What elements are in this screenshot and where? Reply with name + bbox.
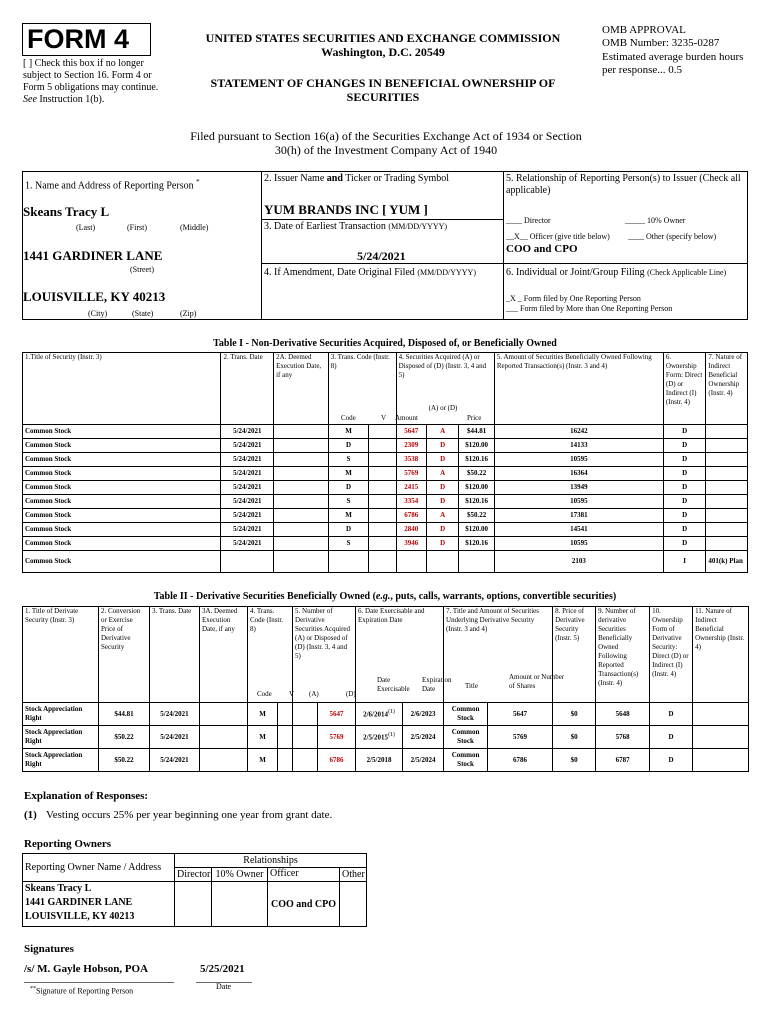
- statement-title: STATEMENT OF CHANGES IN BENEFICIAL OWNERSHIP OF SECURITIES: [210, 76, 556, 104]
- t1-amount: 5769: [396, 467, 426, 481]
- table1-title: Table I - Non-Derivative Securities Acquired, Disposed of, or Beneficially Owned: [213, 338, 557, 349]
- t1-code: D: [328, 523, 369, 537]
- issuer-label-and: and: [326, 173, 343, 184]
- t1-ad: D: [426, 523, 458, 537]
- t2-h-owned: 9. Number of derivative Securities Beneficially Owned Following Reported Transaction(s) (Instr. 4): [596, 607, 650, 703]
- footnote-ref[interactable]: (1): [387, 732, 395, 739]
- t2-owned: 5768: [596, 726, 650, 749]
- t2-deriv-price: $0: [553, 749, 596, 772]
- t1-h-nature: 7. Nature of Indirect Beneficial Ownership (Instr. 4): [706, 353, 748, 425]
- t2-disposed: 5769: [318, 726, 356, 749]
- table1-row: [23, 425, 748, 439]
- t2-underlying-amount: 6786: [488, 749, 553, 772]
- sig-marker: **: [30, 986, 36, 992]
- t1-v: [369, 509, 396, 523]
- t2-h-exercisable: 6. Date Exercisable and Expiration Date: [356, 607, 444, 703]
- owners-col-owner: 10% Owner: [212, 868, 268, 882]
- t1-title: Common Stock: [23, 453, 221, 467]
- t1-h-date: 2. Trans. Date: [221, 353, 274, 425]
- t1-h-title: 1.Title of Security (Instr. 3): [23, 353, 221, 425]
- table2-title-a: Table II - Derivative Securities Beneficially Owned (: [153, 591, 376, 602]
- t1-code: M: [328, 467, 369, 481]
- owners-col-name: Reporting Owner Name / Address: [23, 854, 175, 882]
- t1-owned: 17381: [494, 509, 663, 523]
- t1-sub-v: V: [381, 414, 387, 422]
- t1-form: D: [663, 481, 706, 495]
- t2-deemed: [200, 703, 248, 726]
- joint-filing-label: [506, 267, 726, 279]
- zip-label: (Zip): [180, 309, 197, 318]
- t1-code: D: [328, 439, 369, 453]
- t1-date: 5/24/2021: [221, 523, 274, 537]
- t2-sub-code: Code: [257, 690, 272, 698]
- t1-nature: [706, 439, 748, 453]
- t2-underlying-title: Common Stock: [444, 703, 488, 726]
- t2-h-deemed: 3A. Deemed Execution Date, if any: [200, 607, 248, 703]
- table2-row: [23, 749, 749, 772]
- t1-form: D: [663, 537, 706, 551]
- t1-v: [369, 481, 396, 495]
- t2-conv-price: $50.22: [99, 726, 150, 749]
- t1-h-deemed: 2A. Deemed Execution Date, if any: [274, 353, 329, 425]
- t2-exercisable: 2/6/2014$^{(1)}$: [356, 703, 403, 726]
- amendment-label: [264, 267, 476, 279]
- signatures-heading: Signatures: [24, 943, 74, 955]
- t2-expiration: 2/5/2024: [403, 726, 444, 749]
- t2-h-conv: 2. Conversion or Exercise Price of Derivative Security: [99, 607, 150, 703]
- t1-v: [369, 537, 396, 551]
- rel-other[interactable]: ____ Other (specify below): [628, 232, 717, 241]
- t2-code: M: [248, 703, 278, 726]
- t1-nature: [706, 537, 748, 551]
- t2-h-underlying: 7. Title and Amount of Securities Underlying Derivative Security (Instr. 3 and 4): [444, 607, 553, 703]
- t1-nature: [706, 495, 748, 509]
- t1-date: [221, 551, 274, 573]
- t1-amount: 3354: [396, 495, 426, 509]
- t1-date: 5/24/2021: [221, 467, 274, 481]
- t1-title: Common Stock: [23, 481, 221, 495]
- t2-exercisable: 2/5/2015$^{(1)}$: [356, 726, 403, 749]
- table1-row: [23, 467, 748, 481]
- t1-title: Common Stock: [23, 439, 221, 453]
- instruction-ref: Instruction 1(b).: [39, 94, 105, 105]
- t1-title: Common Stock: [23, 537, 221, 551]
- owners-col-director: Director: [175, 868, 212, 882]
- t2-sub-amount: Amount or Number of Shares: [509, 673, 565, 690]
- table1-row: [23, 453, 748, 467]
- t1-nature: [706, 425, 748, 439]
- t1-form: D: [663, 425, 706, 439]
- omb-burden: Estimated average burden hours per response... 0.5: [602, 51, 744, 76]
- table2-row: [23, 703, 749, 726]
- t1-price: $120.16: [459, 453, 494, 467]
- t1-date: 5/24/2021: [221, 495, 274, 509]
- t1-v: [369, 467, 396, 481]
- t1-date: 5/24/2021: [221, 481, 274, 495]
- t1-v: [369, 523, 396, 537]
- t1-deemed: [274, 439, 329, 453]
- t1-ad: D: [426, 453, 458, 467]
- t1-owned: 16364: [494, 467, 663, 481]
- signer-name: /s/ M. Gayle Hobson, POA: [24, 963, 149, 975]
- issuer-name: YUM BRANDS INC [ YUM ]: [264, 202, 428, 217]
- owner-city: LOUISVILLE, KY 40213: [25, 911, 135, 922]
- t1-form: D: [663, 439, 706, 453]
- table1-row: [23, 509, 748, 523]
- date-label: Date: [216, 982, 232, 991]
- last-label: (Last): [76, 223, 96, 232]
- t2-title: Stock Appreciation Right: [23, 726, 99, 749]
- t2-date: 5/24/2021: [150, 726, 200, 749]
- amendment-format: (MM/DD/YYYY): [417, 268, 476, 277]
- asterisk: *: [196, 178, 200, 186]
- t1-title: Common Stock: [23, 523, 221, 537]
- t2-underlying-title: Common Stock: [444, 749, 488, 772]
- t2-h-number: 5. Number of Derivative Securities Acquired (A) or Disposed of (D) (Instr. 3, 4 and 5): [293, 607, 356, 703]
- t1-nature: [706, 453, 748, 467]
- t2-disposed: 6786: [318, 749, 356, 772]
- t1-date: 5/24/2021: [221, 425, 274, 439]
- rel-ten-pct-owner[interactable]: _____ 10% Owner: [625, 216, 686, 225]
- t1-date: 5/24/2021: [221, 537, 274, 551]
- t1-form: D: [663, 509, 706, 523]
- name-address-label-text: 1. Name and Address of Reporting Person: [25, 180, 194, 192]
- t2-date: 5/24/2021: [150, 749, 200, 772]
- state-label: (State): [132, 309, 154, 318]
- t1-code: D: [328, 481, 369, 495]
- t2-deriv-price: $0: [553, 726, 596, 749]
- t1-date: 5/24/2021: [221, 509, 274, 523]
- name-address-label: [25, 176, 200, 192]
- explanation-number: (1): [24, 809, 37, 821]
- t1-title: Common Stock: [23, 551, 221, 573]
- t2-sub-title: Title: [465, 682, 478, 690]
- t1-h-form: 6. Ownership Form: Direct (D) or Indirect (I) (Instr. 4): [663, 353, 706, 425]
- t1-price: $120.16: [459, 537, 494, 551]
- t1-price: $120.00: [459, 523, 494, 537]
- joint-filing-note: (Check Applicable Line): [647, 268, 727, 277]
- t1-title: Common Stock: [23, 467, 221, 481]
- t1-owned: 14541: [494, 523, 663, 537]
- t1-price: $50.22: [459, 467, 494, 481]
- table1-row: [23, 551, 748, 573]
- t1-code: M: [328, 509, 369, 523]
- city-label: (City): [88, 309, 108, 318]
- t1-owned: 13949: [494, 481, 663, 495]
- t2-v: [278, 749, 293, 772]
- t2-sub-expiration: Expiration Date: [422, 676, 452, 693]
- rel-officer[interactable]: __X__ Officer (give title below): [506, 232, 610, 241]
- t1-deemed: [274, 495, 329, 509]
- t1-code: M: [328, 425, 369, 439]
- t1-form: D: [663, 467, 706, 481]
- t1-h-owned: 5. Amount of Securities Beneficially Owned Following Reported Transaction(s) (Instr. 3 and 4): [494, 353, 663, 425]
- t1-deemed: [274, 467, 329, 481]
- t2-form: D: [650, 703, 693, 726]
- filed-pursuant: Filed pursuant to Section 16(a) of the Securities Exchange Act of 1934 or Section 30(h) of the Investment Company Act of 1940: [190, 129, 582, 157]
- t1-deemed: [274, 509, 329, 523]
- t1-nature: [706, 509, 748, 523]
- agency-city: Washington, D.C. 20549: [321, 45, 445, 59]
- t1-price: $44.81: [459, 425, 494, 439]
- t2-form: D: [650, 749, 693, 772]
- joint-filing-label-text: 6. Individual or Joint/Group Filing: [506, 267, 645, 278]
- t2-conv-price: $50.22: [99, 749, 150, 772]
- table1-row: [23, 537, 748, 551]
- t1-nature: [706, 523, 748, 537]
- t2-h-nature: 11. Nature of Indirect Beneficial Ownership (Instr. 4): [693, 607, 749, 703]
- explanation-text: Vesting occurs 25% per year beginning one year from grant date.: [46, 809, 333, 821]
- officer-title: COO and CPO: [506, 243, 578, 255]
- t1-code: S: [328, 453, 369, 467]
- first-label: (First): [127, 223, 147, 232]
- t1-ad: D: [426, 481, 458, 495]
- t1-title: Common Stock: [23, 425, 221, 439]
- reporting-street: 1441 GARDINER LANE: [23, 248, 163, 263]
- t2-exercisable: 2/5/2018: [356, 749, 403, 772]
- t2-disposed: 5647: [318, 703, 356, 726]
- owner-name: Skeans Tracy L: [25, 883, 92, 894]
- t1-sub-price: Price: [467, 414, 482, 422]
- middle-label: (Middle): [180, 223, 209, 232]
- earliest-date: 5/24/2021: [357, 249, 406, 263]
- t2-v: [278, 703, 293, 726]
- t2-code: M: [248, 749, 278, 772]
- reporting-person-name: Skeans Tracy L: [23, 204, 110, 219]
- see-text: See: [23, 94, 37, 105]
- street-label: (Street): [130, 265, 154, 274]
- reporting-city: LOUISVILLE, KY 40213: [23, 289, 166, 304]
- t1-form: D: [663, 453, 706, 467]
- t1-amount: 6786: [396, 509, 426, 523]
- table2-title-eg: e.g.: [375, 591, 391, 602]
- t1-deemed: [274, 537, 329, 551]
- t1-amount: 2840: [396, 523, 426, 537]
- t2-form: D: [650, 726, 693, 749]
- t1-code: [328, 551, 369, 573]
- t1-price: $50.22: [459, 509, 494, 523]
- t1-sub-amount: Amount: [395, 414, 418, 422]
- owners-table: [22, 853, 367, 927]
- owners-col-rel: Relationships: [175, 854, 367, 868]
- t2-h-date: 3. Trans. Date: [150, 607, 200, 703]
- section16-checkbox-label: [ ] Check this box if no longer subject to Section 16. Form 4 or Form 5 obligations may continue.: [23, 58, 159, 93]
- owners-col-other: Other: [340, 868, 367, 882]
- t1-deemed: [274, 551, 329, 573]
- form-title: FORM 4: [27, 24, 130, 54]
- t1-price: $120.16: [459, 495, 494, 509]
- t1-price: $120.00: [459, 439, 494, 453]
- t1-owned: 14133: [494, 439, 663, 453]
- t2-deemed: [200, 749, 248, 772]
- t1-owned: 10595: [494, 495, 663, 509]
- t2-nature: [693, 726, 749, 749]
- t1-deemed: [274, 523, 329, 537]
- earliest-date-label-text: 3. Date of Earliest Transaction: [264, 221, 386, 232]
- t1-code: S: [328, 495, 369, 509]
- t1-sub-code: Code: [341, 414, 356, 422]
- footnote-ref[interactable]: (1): [387, 709, 395, 716]
- t1-form: I: [663, 551, 706, 573]
- sig-label-text: Signature of Reporting Person: [36, 986, 134, 996]
- agency-name: UNITED STATES SECURITIES AND EXCHANGE COMMISSION: [205, 31, 561, 45]
- t2-date: 5/24/2021: [150, 703, 200, 726]
- filing-one-person[interactable]: _X _ Form filed by One Reporting Person: [506, 294, 641, 303]
- earliest-date-format: (MM/DD/YYYY): [388, 222, 448, 231]
- filing-more-persons[interactable]: ___ Form filed by More than One Reporting Person: [506, 304, 673, 313]
- t2-h-form: 10. Ownership Form of Derivative Security: Direct (D) or Indirect (I) (Instr. 4): [650, 607, 693, 703]
- t1-deemed: [274, 481, 329, 495]
- t2-deemed: [200, 726, 248, 749]
- t1-amount: 3538: [396, 453, 426, 467]
- t1-h-code: 3. Trans. Code (Instr. 8): [328, 353, 396, 425]
- t2-expiration: 2/5/2024: [403, 749, 444, 772]
- signature-date: 5/25/2021: [200, 963, 245, 975]
- issuer-label-b: Ticker or Trading Symbol: [345, 173, 450, 184]
- table2-row: [23, 726, 749, 749]
- issuer-label-a: 2. Issuer Name: [264, 173, 325, 184]
- t1-deemed: [274, 453, 329, 467]
- t1-nature: 401(k) Plan: [706, 551, 748, 573]
- t2-acquired: [293, 703, 318, 726]
- t2-underlying-title: Common Stock: [444, 726, 488, 749]
- t1-nature: [706, 481, 748, 495]
- signature-label: [30, 984, 133, 997]
- t2-acquired: [293, 749, 318, 772]
- section16-checkbox-text[interactable]: [23, 58, 170, 106]
- table1-row: [23, 495, 748, 509]
- t2-conv-price: $44.81: [99, 703, 150, 726]
- t1-price: [459, 551, 494, 573]
- t1-h-securities: 4. Securities Acquired (A) or Disposed of (D) (Instr. 3, 4 and 5): [396, 353, 494, 425]
- t1-ad: A: [426, 425, 458, 439]
- relationship-label: 5. Relationship of Reporting Person(s) to Issuer (Check all applicable): [506, 173, 741, 196]
- t2-h-title: 1. Title of Derivate Security (Instr. 3): [23, 607, 99, 703]
- t1-date: 5/24/2021: [221, 439, 274, 453]
- t2-nature: [693, 749, 749, 772]
- t1-ad: D: [426, 537, 458, 551]
- owners-row-name: [23, 882, 175, 927]
- t2-sub-exercisable: Date Exercisable: [377, 676, 410, 693]
- owner-other-cell: [340, 882, 367, 927]
- owner-street: 1441 GARDINER LANE: [25, 897, 133, 908]
- t1-sub-ad: (A) or (D): [428, 404, 458, 412]
- table2-title-b: , puts, calls, warrants, options, convertible securities): [390, 591, 617, 602]
- t2-underlying-amount: 5647: [488, 703, 553, 726]
- t2-underlying-amount: 5769: [488, 726, 553, 749]
- owners-col-officer: Officer: [268, 868, 340, 882]
- t1-form: D: [663, 523, 706, 537]
- t1-v: [369, 551, 396, 573]
- t1-ad: D: [426, 439, 458, 453]
- explanation-heading: Explanation of Responses:: [24, 790, 149, 802]
- owner-director-cell: [175, 882, 212, 927]
- t2-sub-v: V: [289, 690, 295, 698]
- t1-owned: 10595: [494, 537, 663, 551]
- t1-amount: 5647: [396, 425, 426, 439]
- t1-amount: 2309: [396, 439, 426, 453]
- t1-amount: 3946: [396, 537, 426, 551]
- t1-v: [369, 495, 396, 509]
- t1-title: Common Stock: [23, 509, 221, 523]
- t2-sub-a: (A): [309, 690, 319, 698]
- t2-title: Stock Appreciation Right: [23, 703, 99, 726]
- table1-row: [23, 439, 748, 453]
- t2-expiration: 2/6/2023: [403, 703, 444, 726]
- t1-ad: A: [426, 467, 458, 481]
- t1-code: S: [328, 537, 369, 551]
- t2-deriv-price: $0: [553, 703, 596, 726]
- t2-code: M: [248, 726, 278, 749]
- table2-title: [22, 591, 748, 603]
- t1-ad: [426, 551, 458, 573]
- omb-approval: OMB APPROVAL: [602, 24, 686, 36]
- table1-row: [23, 523, 748, 537]
- t1-price: $120.00: [459, 481, 494, 495]
- owner-tenpct-cell: [212, 882, 268, 927]
- t2-v: [278, 726, 293, 749]
- t1-amount: 2415: [396, 481, 426, 495]
- t2-sub-d: (D): [346, 690, 356, 698]
- t1-nature: [706, 467, 748, 481]
- t1-amount: [396, 551, 426, 573]
- t2-h-code: 4. Trans. Code (Instr. 8): [248, 607, 293, 703]
- owner-officer: COO and CPO: [268, 882, 340, 927]
- t1-ad: D: [426, 495, 458, 509]
- t2-owned: 5648: [596, 703, 650, 726]
- t1-ad: A: [426, 509, 458, 523]
- t2-acquired: [293, 726, 318, 749]
- t2-title: Stock Appreciation Right: [23, 749, 99, 772]
- t1-v: [369, 453, 396, 467]
- t2-owned: 6787: [596, 749, 650, 772]
- t1-owned: 2103: [494, 551, 663, 573]
- omb-number: OMB Number: 3235-0287: [602, 37, 720, 49]
- signature-line: [24, 982, 174, 983]
- t1-form: D: [663, 495, 706, 509]
- t2-h-price: 8. Price of Derivative Security (Instr. 5): [553, 607, 596, 703]
- owners-heading: Reporting Owners: [24, 838, 112, 850]
- table1: [22, 352, 748, 573]
- issuer-label: [264, 173, 449, 185]
- t1-owned: 10595: [494, 453, 663, 467]
- t1-title: Common Stock: [23, 495, 221, 509]
- t1-deemed: [274, 425, 329, 439]
- t1-v: [369, 425, 396, 439]
- earliest-date-label: [264, 221, 447, 233]
- t1-owned: 16242: [494, 425, 663, 439]
- t2-nature: [693, 703, 749, 726]
- table1-row: [23, 481, 748, 495]
- rel-director[interactable]: ____ Director: [506, 216, 551, 225]
- t1-v: [369, 439, 396, 453]
- amendment-label-text: 4. If Amendment, Date Original Filed: [264, 267, 415, 278]
- t1-date: 5/24/2021: [221, 453, 274, 467]
